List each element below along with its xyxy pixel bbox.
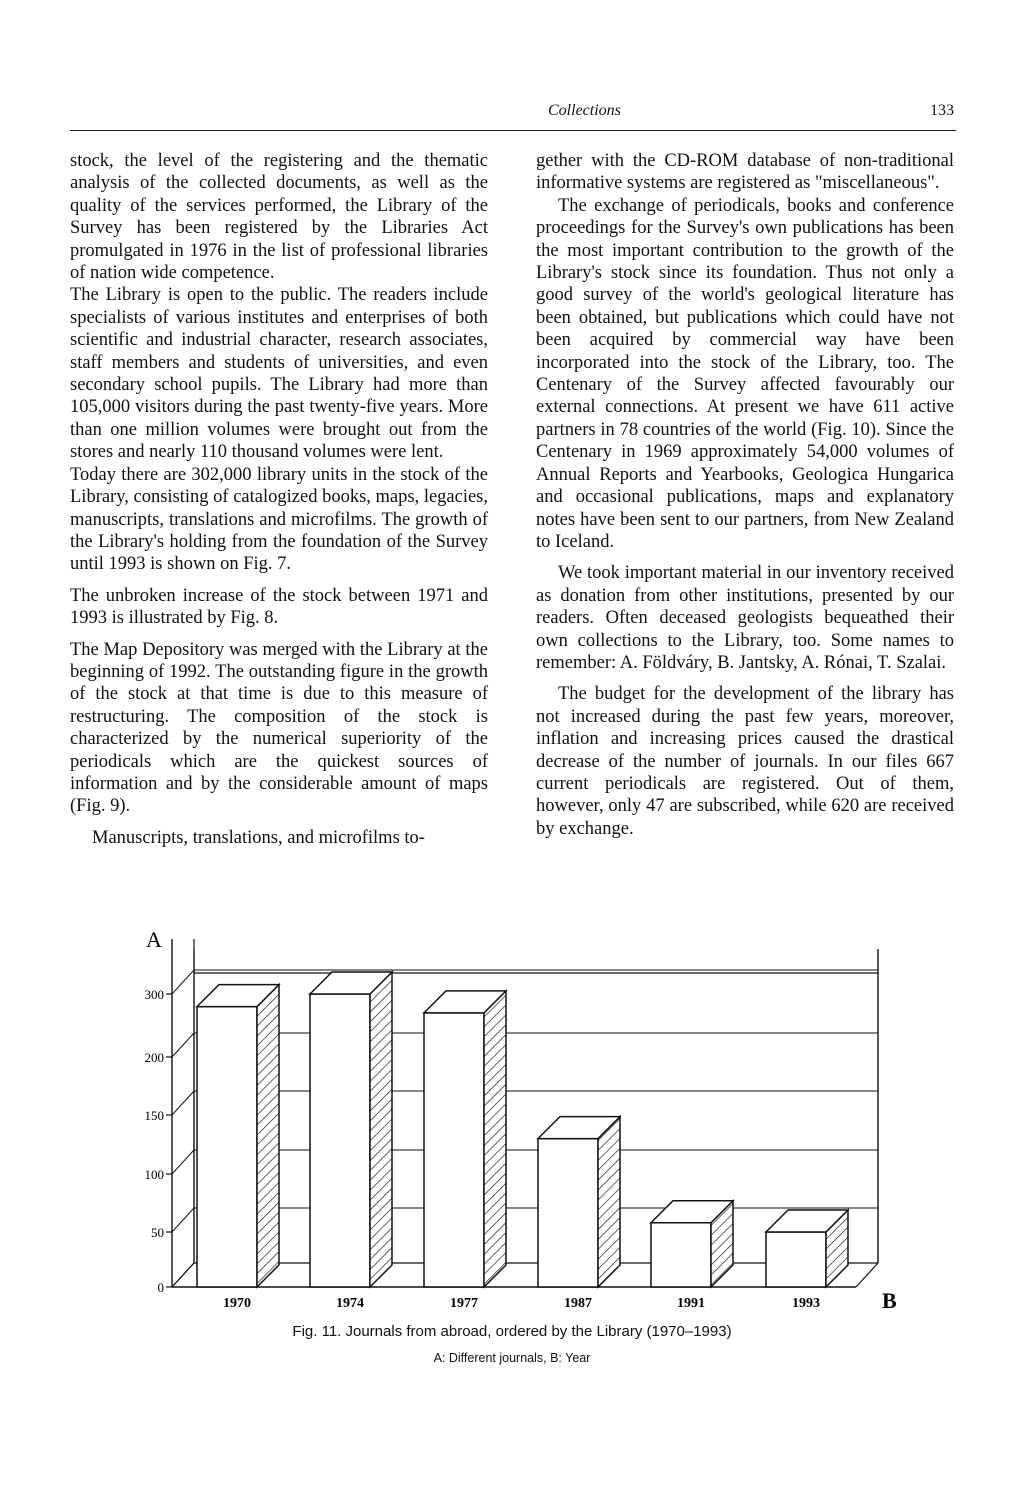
y-tick-diagonal (172, 1033, 194, 1057)
page-number: 133 (930, 102, 954, 119)
y-tick-label: 100 (144, 1167, 164, 1182)
paragraph: The Map Depository was merged with the Library at the beginning of 1992. The outstanding figure in the growth of the stock at that time is due to this measure of restructuring. The composition of the stock is characterized by the numerical superiority of the periodicals which are the quickest sources of information and by the considerable amount of maps (Fig. 9). (70, 639, 488, 817)
bar-chart-figure (130, 925, 930, 1385)
bar-side (257, 985, 279, 1287)
bar-front (766, 1232, 826, 1287)
y-axis-label: A (146, 927, 162, 952)
x-axis-label: B (882, 1288, 897, 1313)
figure-legend: A: Different journals, B: Year (433, 1351, 591, 1365)
bar-front (538, 1139, 598, 1287)
paragraph: stock, the level of the registering and the thematic analysis of the collected documents, as well as the quality of the services performed, the Library of the Survey has been registered by the Libraries Act promulgated in 1976 in the list of professional libraries of nation wide competence. (70, 151, 488, 284)
y-tick-label: 300 (144, 987, 164, 1002)
figure-caption: Fig. 11. Journals from abroad, ordered by the Library (1970–1993) (292, 1323, 732, 1340)
x-tick-label: 1977 (450, 1296, 478, 1311)
y-tick-diagonal (172, 1091, 194, 1115)
y-tick-diagonal (172, 1263, 194, 1287)
x-tick-label: 1970 (223, 1296, 251, 1311)
y-tick-diagonal (172, 1208, 194, 1232)
left-column (70, 150, 488, 849)
paragraph: Manuscripts, translations, and microfilms to- (92, 827, 425, 848)
paragraph: The budget for the development of the library has not increased during the past few years, moreover, inflation and increasing prices caused the drastical decrease of the number of journals. In our files 667 current periodicals are registered. Out of them, however, only 47 are subscribed, while 620 are received by exchange. (536, 684, 954, 839)
bar-side (598, 1117, 620, 1287)
x-tick-label: 1987 (564, 1296, 592, 1311)
right-column (536, 150, 954, 840)
paragraph: gether with the CD-ROM database of non-traditional informative systems are registered as "miscellaneous". (536, 151, 954, 194)
paragraph: The Library is open to the public. The readers include specialists of various institutes and enterprises of both scientific and industrial character, research associates, staff members and students of universities, and even secondary school pupils. The Library had more than 105,000 visitors during the past twenty-five years. More than one million volumes were brought out from the stores and nearly 110 thousand volumes were lent. (70, 285, 488, 463)
bar-front (424, 1013, 484, 1287)
x-tick-label: 1991 (677, 1296, 705, 1311)
y-tick-label: 50 (151, 1225, 164, 1240)
floor-diagonal (856, 1263, 878, 1287)
bar-chart (130, 925, 930, 1325)
bar-front (197, 1007, 257, 1287)
y-tick-label: 150 (144, 1108, 164, 1123)
paragraph: Today there are 302,000 library units in the stock of the Library, consisting of catalogized books, maps, legacies, manuscripts, translations and microfilms. The growth of the Library's holding from the foundation of the Survey until 1993 is shown on Fig. 7. (70, 464, 489, 575)
y-tick-diagonal (172, 1150, 194, 1174)
x-tick-label: 1974 (336, 1296, 364, 1311)
x-tick-label: 1993 (792, 1296, 820, 1311)
bar-front (310, 994, 370, 1287)
bar-side (370, 972, 392, 1287)
y-tick-label: 200 (144, 1050, 164, 1065)
paragraph: The unbroken increase of the stock between 1971 and 1993 is illustrated by Fig. 8. (70, 585, 488, 629)
y-tick-label: 0 (157, 1280, 164, 1295)
y-tick-diagonal (172, 970, 194, 994)
page-header (70, 100, 956, 131)
bar-side (484, 991, 506, 1287)
bar-front (651, 1223, 711, 1287)
running-title: Collections (548, 102, 621, 119)
paragraph: We took important material in our inventory received as donation from other institutions, presented by our readers. Often deceased geologists bequeathed their own collections to the Library, too. Some names to remember: A. Földváry, B. Jantsky, A. Rónai, T. Szalai. (536, 563, 954, 673)
paragraph: The exchange of periodicals, books and conference proceedings for the Survey's own publications has been the most important contribution to the growth of the Library's stock since its foundation. Thus not only a good survey of the world's geological literature has been obtained, but publications which could have not been acquired by commercial way have been incorporated into the stock of the Library, too. The Centenary of the Survey affected favourably our external connections. At present we have 611 active partners in 78 countries of the world (Fig. 10). Since the Centenary in 1969 approximately 54,000 volumes of Annual Reports and Yearbooks, Geologica Hungarica and occasional publications, maps and explanatory notes have been sent to our partners, from New Zealand to Iceland. (536, 195, 954, 552)
